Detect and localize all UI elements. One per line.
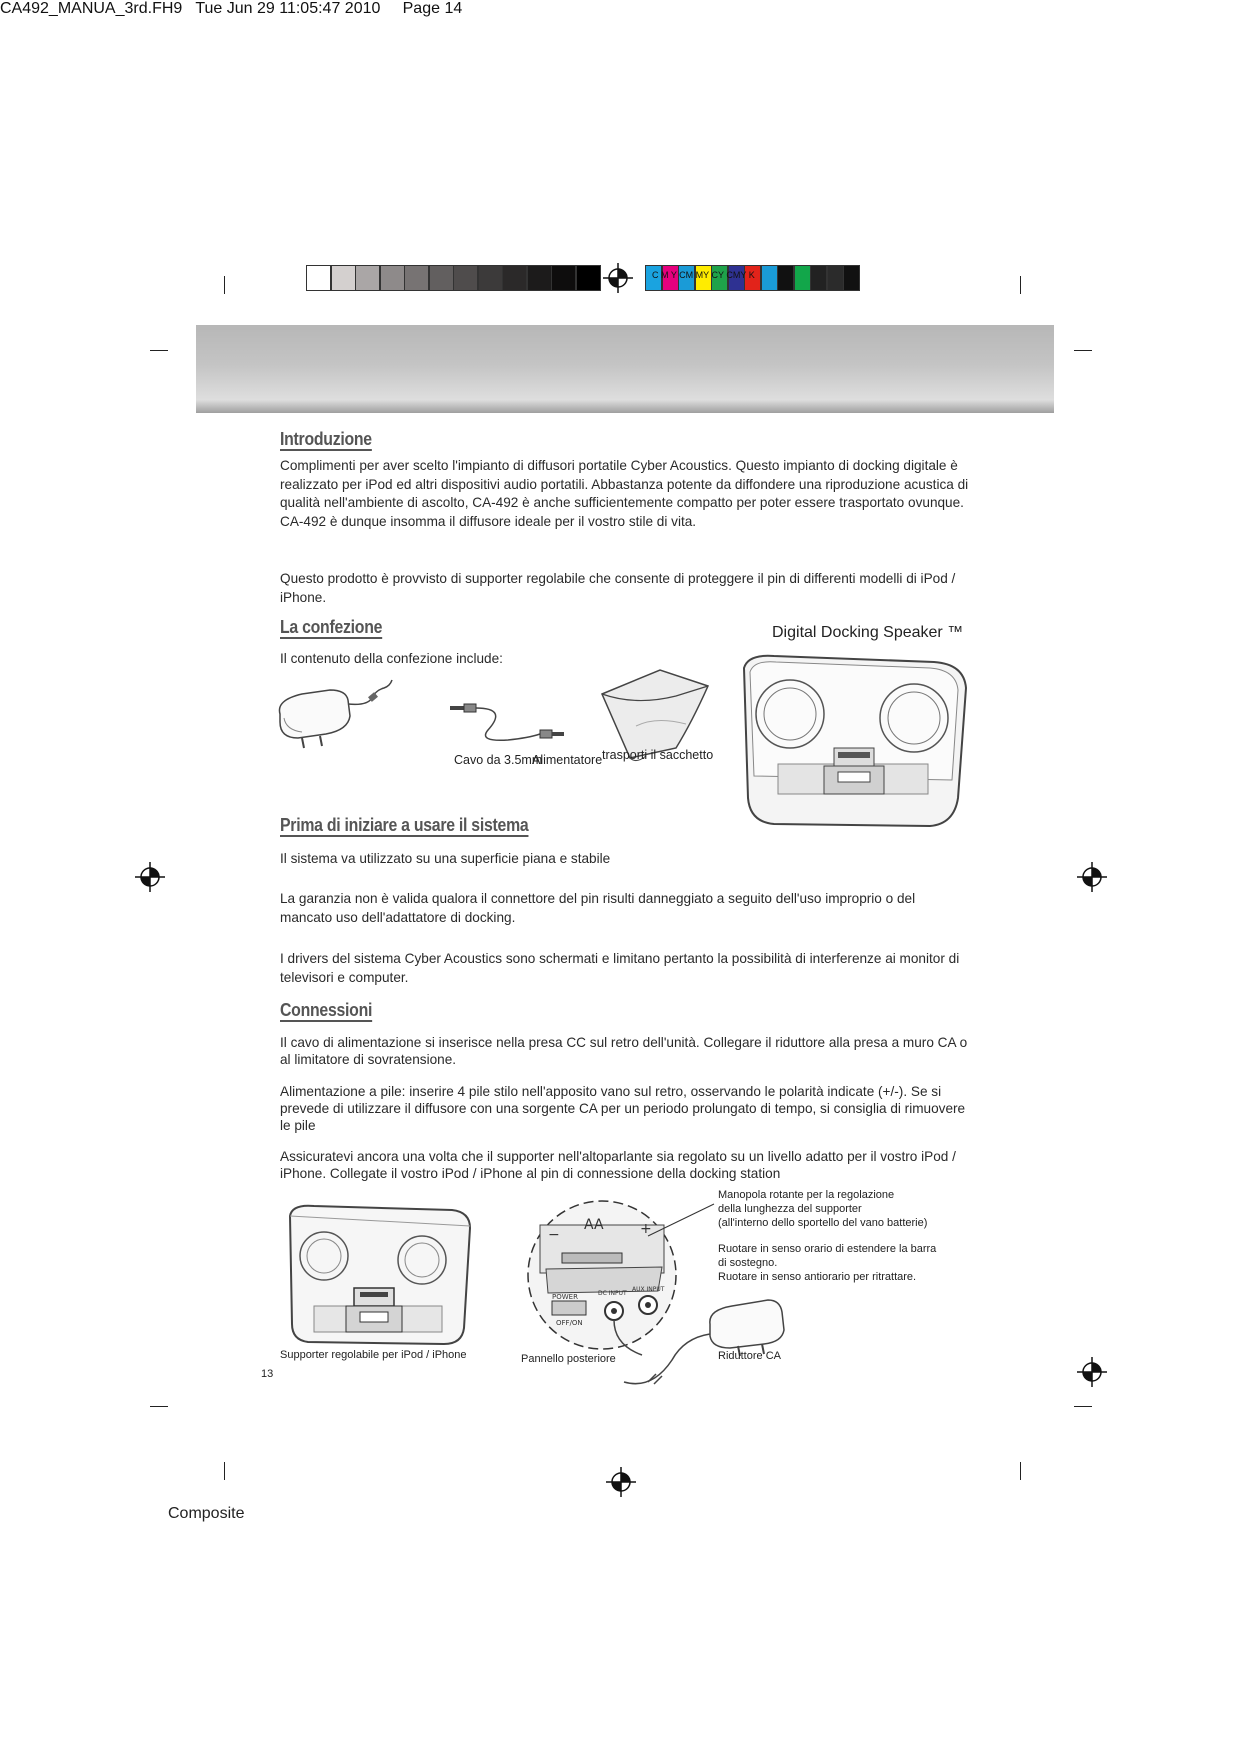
cable-caption: Cavo da 3.5mm	[454, 753, 543, 767]
cmyk-swatch	[761, 265, 778, 291]
cmyk-swatch	[843, 265, 860, 291]
intro-paragraph-1: Complimenti per aver scelto l'impianto di diffusori portatile Cyber Acoustics. Questo impianto di docking digitale è realizzato per iPod ed altri dispositivi audio portatili. Abbastanza potente da diffondere una riproduzione acustica di qualità nell'ambiente di ascolto, CA-492 è anche sufficientemente compatto per poter essere trasportato ovunque. CA-492 è dunque insomma il diffusore ideale per il vostro stile di vita.	[280, 458, 969, 529]
bag-caption: trasporti il sacchetto	[602, 748, 714, 762]
product-title: Digital Docking Speaker ™	[772, 624, 964, 641]
cmyk-swatch	[777, 265, 794, 291]
connections-paragraph-2: Alimentazione a pile: inserire 4 pile stilo nell'apposito vano sul retro, osservando le polarità indicate (+/-). Se si prevede di utilizzare il diffusore con una sorgente CA per un periodo prolungato di tempo, si consiglia di rimuovere le pile	[280, 1084, 966, 1133]
gray-swatch	[576, 265, 601, 291]
print-file: CA492_MANUA_3rd.FH9	[0, 0, 183, 17]
connections-paragraph-1: Il cavo di alimentazione si inserisce nella presa CC sul retro dell'unità. Collegare il riduttore alla presa a muro CA o al limitatore di sovratensione.	[280, 1035, 968, 1067]
battery-label: AA	[584, 1217, 604, 1233]
adapter-caption: Alimentatore	[532, 753, 603, 767]
gray-swatch	[404, 265, 429, 291]
leader-line	[640, 1200, 720, 1240]
gray-swatch	[380, 265, 405, 291]
crop-mark	[1074, 1406, 1092, 1407]
connections-heading: Connessioni	[280, 1000, 373, 1020]
registration-mark-icon	[1077, 1357, 1107, 1387]
reducer-caption: Riduttore CA	[718, 1350, 781, 1362]
onoff-label: OFF/ON	[556, 1319, 583, 1327]
crop-mark	[1020, 276, 1021, 294]
crop-mark	[150, 1406, 168, 1407]
knob-label-line-3: (all'interno dello sportello del vano batterie)	[718, 1217, 928, 1229]
intro-heading: Introduzione	[280, 429, 372, 449]
print-timestamp: Tue Jun 29 11:05:47 2010	[195, 0, 381, 17]
gray-swatch	[355, 265, 380, 291]
rotation-label-line-1: Ruotare in senso orario di estendere la barra	[718, 1243, 937, 1255]
gray-swatch	[478, 265, 503, 291]
speaker-illustration	[734, 648, 970, 832]
speaker-front-illustration	[284, 1200, 474, 1348]
gray-swatch	[551, 265, 576, 291]
audio-cable-illustration	[448, 700, 568, 750]
registration-mark-icon	[603, 263, 633, 293]
power-adapter-illustration	[272, 678, 412, 758]
aux-input-label: AUX INPUT	[632, 1286, 665, 1293]
cmyk-label: C M Y CM MY CY CMY K	[652, 270, 755, 280]
connections-paragraph-3: Assicuratevi ancora una volta che il supporter nell'altoparlante sia regolato su un livello adatto per il vostro iPod / iPhone. Collegate il vostro iPod / iPhone al pin di connessione della docking station	[280, 1149, 956, 1181]
minus-label: −	[548, 1227, 560, 1243]
plus-label: +	[640, 1221, 652, 1237]
before-paragraph-2: La garanzia non è valida qualora il connettore del pin risulti danneggiato a seguito dell'uso improprio o del mancato uso dell'adattatore di docking.	[280, 891, 916, 925]
print-header	[0, 0, 1241, 18]
knob-label-line-1: Manopola rotante per la regolazione	[718, 1189, 895, 1201]
gray-swatch	[331, 265, 356, 291]
crop-mark	[150, 350, 168, 351]
power-label: POWER	[552, 1293, 578, 1301]
before-heading: Prima di iniziare a usare il sistema	[280, 815, 529, 835]
gray-swatch	[527, 265, 552, 291]
cmyk-swatch	[794, 265, 811, 291]
cmyk-swatch	[810, 265, 827, 291]
ac-reducer-illustration	[612, 1290, 792, 1380]
gray-swatch	[306, 265, 331, 291]
registration-mark-icon	[135, 862, 165, 892]
gray-swatch	[429, 265, 454, 291]
dc-input-label: DC INPUT	[598, 1290, 627, 1297]
before-paragraph-3: I drivers del sistema Cyber Acoustics sono schermati e limitano pertanto la possibilità di interferenze ai monitor di televisori e computer.	[280, 951, 960, 985]
crop-mark	[1074, 350, 1092, 351]
gray-swatch	[502, 265, 527, 291]
rotation-label-line-3: Ruotare in senso antiorario per ritrattare.	[718, 1271, 917, 1283]
header-banner	[196, 325, 1054, 413]
rotation-label-line-2: di sostegno.	[718, 1257, 778, 1269]
crop-mark	[1020, 1462, 1021, 1480]
intro-paragraph-2: Questo prodotto è provvisto di supporter regolabile che consente di proteggere il pin di differenti modelli di iPod / iPhone.	[280, 571, 956, 605]
gray-swatch	[453, 265, 478, 291]
rear-panel-caption: Pannello posteriore	[521, 1353, 616, 1365]
package-heading: La confezione	[280, 617, 383, 637]
before-paragraph-1: Il sistema va utilizzato su una superficie piana e stabile	[280, 851, 611, 866]
composite-label: Composite	[168, 1505, 245, 1522]
supporter-caption: Supporter regolabile per iPod / iPhone	[280, 1349, 467, 1361]
package-lead: Il contenuto della confezione include:	[280, 651, 503, 666]
page-number: 13	[261, 1368, 274, 1380]
print-page: Page 14	[402, 0, 463, 17]
knob-label-line-2: della lunghezza del supporter	[718, 1203, 862, 1215]
registration-mark-icon	[1077, 862, 1107, 892]
crop-mark	[224, 1462, 225, 1480]
crop-mark	[224, 276, 225, 294]
registration-mark-icon	[606, 1467, 636, 1497]
cmyk-swatch	[827, 265, 844, 291]
